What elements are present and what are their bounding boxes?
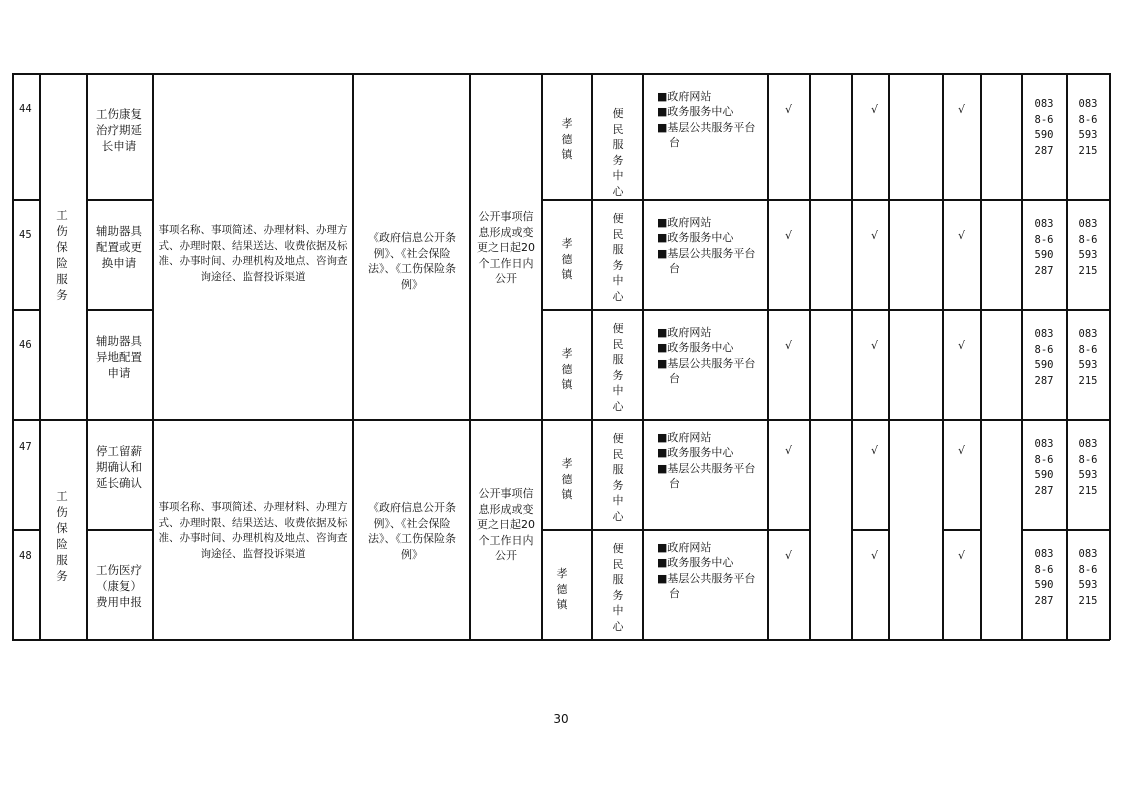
row-divider (542, 529, 810, 531)
channel-continuation: 台 (669, 136, 680, 149)
table-bottom-border (12, 639, 1110, 641)
page-number: 30 (553, 712, 569, 726)
item-name: 工伤医疗（康复）费用申报 (96, 563, 142, 609)
timing-cell: 公开事项信息形成或变更之日起20个工作日内公开 (477, 210, 535, 285)
column-line (1109, 73, 1111, 640)
check-mark: √ (871, 444, 879, 457)
channel-item: ■政府网站 (657, 326, 712, 339)
check-mark: √ (871, 339, 879, 352)
check-mark: √ (958, 549, 966, 562)
column-line (591, 73, 593, 640)
location-cell: 便民服务中心 (612, 542, 624, 633)
phone-2: 083 8-6 593 215 (1078, 548, 1098, 607)
row-divider (12, 199, 40, 201)
column-line (888, 73, 890, 640)
subject-cell: 孝德镇 (561, 347, 573, 391)
channel-item: ■政务服务中心 (657, 105, 734, 118)
phone-1: 083 8-6 590 287 (1034, 218, 1054, 277)
phone-1: 083 8-6 590 287 (1034, 548, 1054, 607)
column-line (642, 73, 644, 640)
column-line (541, 73, 543, 640)
subject-cell: 孝德镇 (561, 457, 573, 501)
row-divider (86, 199, 153, 201)
column-line (809, 73, 811, 640)
row-divider (86, 309, 153, 311)
basis-cell: 《政府信息公开条例》、《社会保险法》、《工伤保险条例》 (368, 501, 456, 561)
subject-cell: 孝德镇 (561, 237, 573, 281)
check-mark: √ (871, 229, 879, 242)
location-cell: 便民服务中心 (612, 322, 624, 413)
column-line (152, 73, 154, 640)
check-mark: √ (958, 444, 966, 457)
channel-item: ■政府网站 (657, 216, 712, 229)
row-divider (942, 529, 980, 531)
row-divider (542, 199, 1110, 201)
timing-cell: 公开事项信息形成或变更之日起20个工作日内公开 (477, 487, 535, 562)
check-mark: √ (871, 103, 879, 116)
check-mark: √ (785, 229, 793, 242)
check-mark: √ (785, 339, 793, 352)
row-number: 47 (19, 441, 32, 453)
column-line (767, 73, 769, 640)
check-mark: √ (785, 444, 793, 457)
row-number: 48 (19, 550, 32, 562)
channel-item: ■政府网站 (657, 431, 712, 444)
row-number: 45 (19, 229, 32, 241)
phone-1: 083 8-6 590 287 (1034, 438, 1054, 497)
channel-item: ■政务服务中心 (657, 231, 734, 244)
row-number: 46 (19, 339, 32, 351)
check-mark: √ (958, 103, 966, 116)
item-name: 停工留薪期确认和延长确认 (96, 444, 142, 490)
row-number: 44 (19, 103, 32, 115)
location-cell: 便民服务中心 (612, 107, 624, 198)
channel-item: ■政务服务中心 (657, 446, 734, 459)
table-top-border (12, 73, 1110, 75)
column-line (39, 73, 41, 640)
channel-item: ■政务服务中心 (657, 341, 734, 354)
phone-2: 083 8-6 593 215 (1078, 328, 1098, 387)
channel-continuation: 台 (669, 477, 680, 490)
check-mark: √ (871, 549, 879, 562)
column-line (352, 73, 354, 640)
channel-item: ■基层公共服务平台 (657, 462, 756, 475)
channel-item: ■政府网站 (657, 90, 712, 103)
channel-item: ■基层公共服务平台 (657, 121, 756, 134)
category-cell: 工伤保险服务 (56, 489, 68, 583)
item-name: 辅助器具异地配置申请 (96, 334, 142, 380)
check-mark: √ (785, 549, 793, 562)
check-mark: √ (785, 103, 793, 116)
column-line (86, 73, 88, 640)
group-divider (12, 419, 1110, 421)
row-divider (542, 309, 1110, 311)
row-divider (851, 529, 888, 531)
phone-2: 083 8-6 593 215 (1078, 218, 1098, 277)
check-mark: √ (958, 229, 966, 242)
description-cell: 事项名称、事项简述、办理材料、办理方式、办理时限、结果送达、收费依据及标准、办事时间、办理机构及地点、咨询查询途径、监督投诉渠道 (158, 501, 348, 560)
column-line (980, 73, 982, 640)
item-name: 辅助器具配置或更换申请 (96, 224, 142, 270)
phone-2: 083 8-6 593 215 (1078, 98, 1098, 157)
column-line (1021, 73, 1023, 640)
column-line (851, 73, 853, 640)
phone-2: 083 8-6 593 215 (1078, 438, 1098, 497)
channel-item: ■政府网站 (657, 541, 712, 554)
location-cell: 便民服务中心 (612, 432, 624, 523)
row-divider (12, 309, 40, 311)
row-divider (86, 529, 153, 531)
subject-cell: 孝德镇 (556, 567, 568, 611)
column-line (12, 73, 14, 640)
channel-item: ■政务服务中心 (657, 556, 734, 569)
phone-1: 083 8-6 590 287 (1034, 328, 1054, 387)
item-name: 工伤康复治疗期延长申请 (96, 107, 142, 153)
channel-item: ■基层公共服务平台 (657, 357, 756, 370)
basis-cell: 《政府信息公开条例》、《社会保险法》、《工伤保险条例》 (368, 231, 456, 291)
row-divider (12, 529, 40, 531)
column-line (469, 73, 471, 640)
channel-continuation: 台 (669, 372, 680, 385)
phone-1: 083 8-6 590 287 (1034, 98, 1054, 157)
channel-item: ■基层公共服务平台 (657, 572, 756, 585)
check-mark: √ (958, 339, 966, 352)
location-cell: 便民服务中心 (612, 212, 624, 303)
channel-continuation: 台 (669, 587, 680, 600)
column-line (942, 73, 944, 640)
category-cell: 工伤保险服务 (56, 208, 68, 302)
subject-cell: 孝德镇 (561, 117, 573, 161)
channel-continuation: 台 (669, 262, 680, 275)
channel-item: ■基层公共服务平台 (657, 247, 756, 260)
description-cell: 事项名称、事项简述、办理材料、办理方式、办理时限、结果送达、收费依据及标准、办事时间、办理机构及地点、咨询查询途径、监督投诉渠道 (158, 224, 348, 283)
